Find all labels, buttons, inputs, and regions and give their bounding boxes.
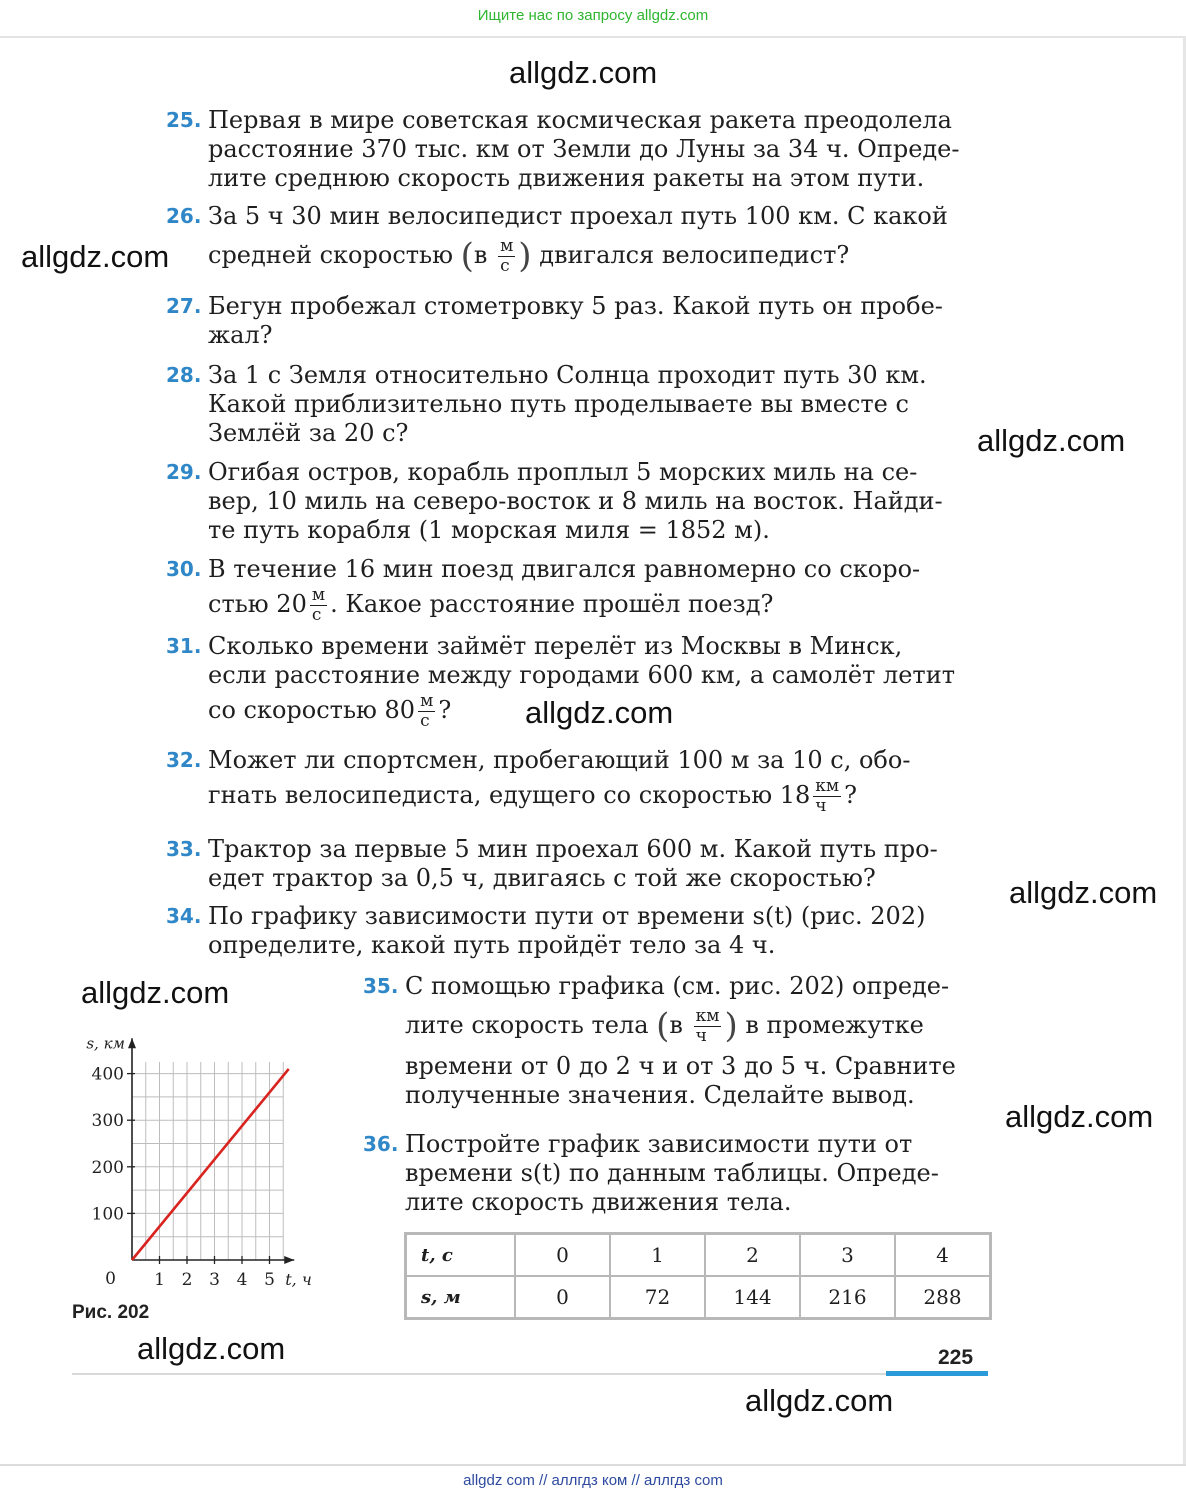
problem-text-unit-line: стью 20 $\frac{м}{с}$ . Какое расстояние прошёл поезд? [208,585,774,625]
x-tick-label: 2 [181,1270,193,1290]
problem-text: лите скорость движения тела. [405,1188,792,1216]
x-axis-arrow [284,1256,294,1264]
problem-number: 36. [363,1132,399,1156]
problem-number: 26. [166,204,202,228]
watermark: allgdz.com [137,1331,286,1366]
unit-fraction: $\frac{м}{с}$ [311,585,326,625]
figure-caption: Рис. 202 [72,1302,150,1323]
watermark: allgdz.com [81,975,230,1010]
problem-text: те путь корабля (1 морская миля = 1852 м). [208,516,770,544]
problem-text: Может ли спортсмен, пробегающий 100 м за 10 с, обо- [208,746,911,774]
problem-text: если расстояние между городами 600 км, а самолёт летит [208,661,955,689]
problem-text-unit-line: лите скорость тела (в $\frac{км}{ч}$ ) в промежутке [405,1006,924,1046]
chart-series [132,1069,289,1260]
distance-time-chart [60,1025,340,1295]
table-cell: 0 [515,1234,610,1277]
problem-26 [166,202,988,276]
table-cell: 144 [705,1276,800,1319]
watermark: allgdz.com [1009,875,1158,910]
watermark: allgdz.com [977,423,1126,458]
problem-text-unit-line: средней скоростью (в $\frac{м}{с}$ ) двигался велосипедист? [208,236,850,276]
y-tick-label: 100 [91,1204,124,1225]
problem-28 [166,361,988,448]
page-rule [72,1373,988,1375]
bottom-divider [0,1464,1186,1466]
banner-text[interactable]: Ищите нас по запросу allgdz.com [477,7,709,24]
problem-text-unit-line: гнать велосипедиста, едущего со скоростью 18 $\frac{км}{ч}$ ? [208,776,858,816]
problem-number: 31. [166,634,202,658]
page-number: 225 [938,1346,974,1369]
table-row-label: s, м [406,1276,516,1319]
problem-text: За 5 ч 30 мин велосипедист проехал путь 100 км. С какой [208,202,948,230]
problem-number: 28. [166,363,202,387]
problem-text: едет трактор за 0,5 ч, двигаясь с той же скоростью? [208,864,876,892]
problem-text: определите, какой путь пройдёт тело за 4 ч. [208,931,776,959]
origin-label: 0 [105,1269,116,1289]
y-tick-label: 400 [91,1064,124,1085]
problem-34 [166,902,988,960]
x-tick-label: 5 [264,1270,275,1290]
y-axis-arrow [128,1038,136,1048]
problem-text: За 1 с Земля относительно Солнца проходит путь 30 км. [208,361,927,389]
problem-33 [166,835,988,893]
problem-number: 30. [166,557,202,581]
problem-text: Огибая остров, корабль проплыл 5 морских миль на се- [208,458,918,486]
watermark: allgdz.com [21,239,170,274]
problem-27 [166,292,988,350]
problem-number: 33. [166,837,202,861]
x-tick-label: 3 [209,1270,220,1290]
x-tick-label: 1 [154,1270,165,1290]
watermark: allgdz.com [745,1383,894,1418]
problem-number: 27. [166,294,202,318]
problem-29 [166,458,988,545]
y-tick-label: 300 [91,1111,124,1132]
problem-text: В течение 16 мин поезд двигался равномерно со скоро- [208,555,921,583]
problem-30 [166,555,988,625]
problem-text: вер, 10 миль на северо-восток и 8 миль на восток. Найди- [208,487,943,515]
problem-number: 34. [166,904,202,928]
chart-ticks [86,1034,311,1290]
unit-fraction: $\frac{м}{с}$ [420,691,434,731]
table-cell: 1 [610,1234,705,1277]
unit-fraction: $\frac{км}{ч}$ [695,1006,720,1046]
watermark: allgdz.com [525,695,674,730]
problem-text: Первая в мире советская космическая ракета преодолела [208,106,952,134]
problem-31 [166,632,988,731]
problem-text: расстояние 370 тыс. км от Земли до Луны за 34 ч. Опреде- [208,135,960,163]
table-cell: 72 [610,1276,705,1319]
y-axis-label: s, км [86,1034,125,1053]
problem-text-unit-line: со скоростью 80 $\frac{м}{с}$ ? [208,691,452,731]
series-line [132,1069,289,1260]
problem-text: Трактор за первые 5 мин проехал 600 м. Какой путь про- [208,835,938,863]
page-rule-accent [886,1371,988,1376]
y-tick-label: 200 [91,1157,124,1178]
table-row [406,1276,991,1319]
problem-text: Какой приблизительно путь проделываете вы вместе с [208,390,909,418]
problem-35 [363,972,988,1110]
problem-number: 35. [363,974,399,998]
table-cell: 2 [705,1234,800,1277]
problem-text: По графику зависимости пути от времени s(t) (рис. 202) [208,902,926,930]
problem-25 [166,106,988,193]
table-row [406,1234,991,1277]
table-cell: 288 [895,1276,991,1319]
problem-text: Бегун пробежал стометровку 5 раз. Какой путь он пробе- [208,292,943,320]
table-cell: 4 [895,1234,991,1277]
x-axis-label: t, ч [285,1270,312,1289]
unit-fraction: $\frac{км}{ч}$ [815,776,840,816]
problem-text: Землёй за 20 с? [208,419,409,447]
unit-fraction: $\frac{м}{с}$ [500,236,514,276]
problem-number: 25. [166,108,202,132]
problem-text: лите среднюю скорость движения ракеты на этом пути. [208,164,925,192]
problem-text: полученные значения. Сделайте вывод. [405,1081,915,1109]
footer-links[interactable]: allgdz com // аллгдз ком // аллгдз com [463,1472,723,1489]
problem-number: 32. [166,748,202,772]
watermark: allgdz.com [1005,1099,1154,1134]
x-tick-label: 4 [236,1270,248,1290]
problem-text: жал? [208,321,273,349]
problem-36 [363,1130,988,1217]
table-cell: 3 [800,1234,895,1277]
table-cell: 216 [800,1276,895,1319]
problem-text: времени s(t) по данным таблицы. Опреде- [405,1159,939,1187]
watermark: allgdz.com [509,55,658,90]
problem-text: времени от 0 до 2 ч и от 3 до 5 ч. Сравните [405,1052,956,1080]
chart-grid [132,1062,283,1260]
problem-32 [166,746,988,816]
problem-text: Сколько времени займёт перелёт из Москвы в Минск, [208,632,903,660]
data-table [404,1232,992,1320]
problem-number: 29. [166,460,202,484]
problem-text: Постройте график зависимости пути от [405,1130,913,1158]
top-banner [0,0,1186,38]
table-cell: 0 [515,1276,610,1319]
table-row-label: t, с [406,1234,516,1277]
problem-text: С помощью графика (см. рис. 202) опреде- [405,972,950,1000]
